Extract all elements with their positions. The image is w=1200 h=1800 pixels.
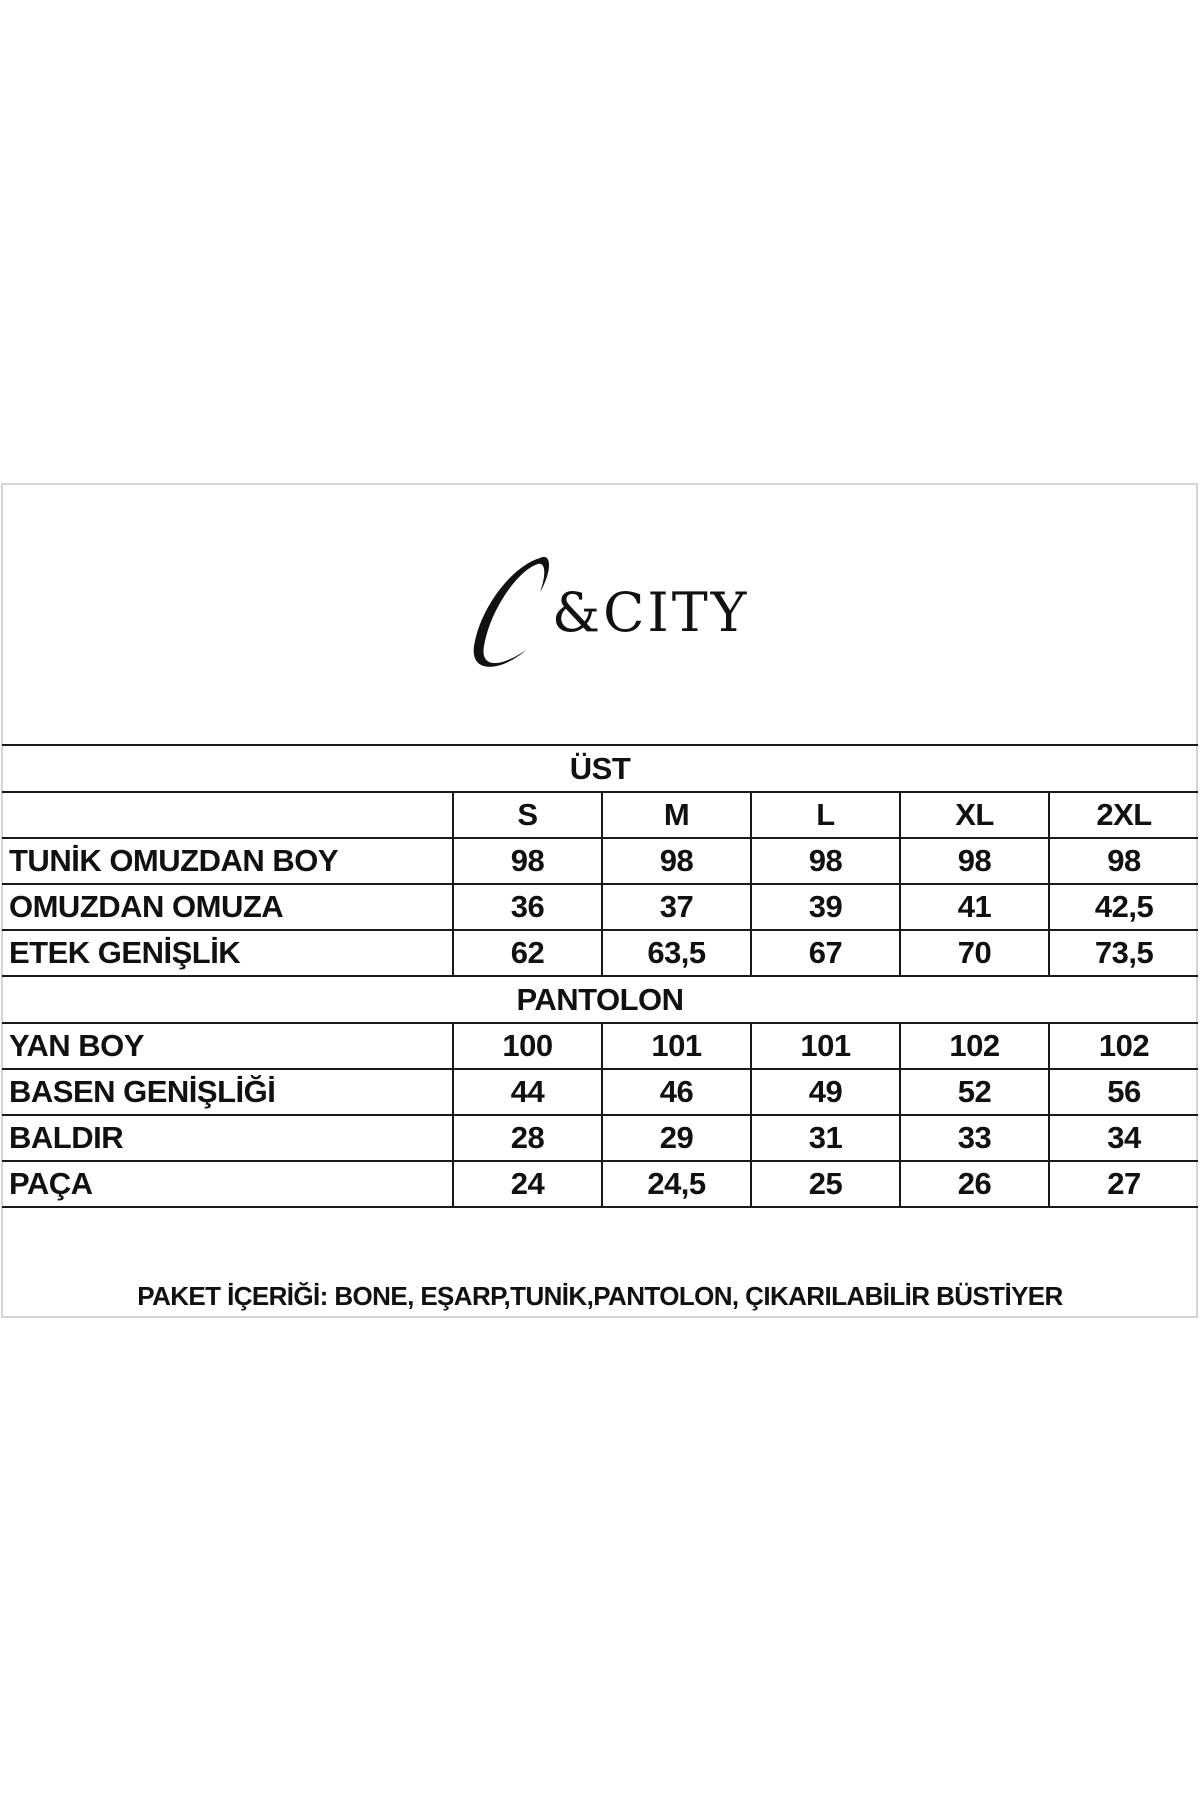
row-label: BALDIR xyxy=(2,1115,453,1161)
table-cell: 39 xyxy=(751,884,900,930)
table-cell: 26 xyxy=(900,1161,1049,1207)
table-cell: 44 xyxy=(453,1069,602,1115)
table-cell: 24,5 xyxy=(602,1161,751,1207)
table-cell: 31 xyxy=(751,1115,900,1161)
row-label: PAÇA xyxy=(2,1161,453,1207)
table-cell: 73,5 xyxy=(1049,930,1198,976)
table-row xyxy=(2,838,1198,884)
table-cell: 102 xyxy=(1049,1023,1198,1069)
table-cell: 52 xyxy=(900,1069,1049,1115)
table-cell: 29 xyxy=(602,1115,751,1161)
table-cell: 98 xyxy=(602,838,751,884)
table-cell: 24 xyxy=(453,1161,602,1207)
row-label: YAN BOY xyxy=(2,1023,453,1069)
table-row xyxy=(2,1161,1198,1207)
table-cell: 36 xyxy=(453,884,602,930)
table-cell: 98 xyxy=(1049,838,1198,884)
table-cell: 98 xyxy=(900,838,1049,884)
table-cell: 101 xyxy=(602,1023,751,1069)
size-header: S xyxy=(453,792,602,838)
logo-wordmark: &CITY xyxy=(552,581,750,644)
table-cell: 42,5 xyxy=(1049,884,1198,930)
size-header: XL xyxy=(900,792,1049,838)
row-label: TUNİK OMUZDAN BOY xyxy=(2,838,453,884)
section-title: ÜST xyxy=(2,745,1198,792)
row-label: ETEK GENİŞLİK xyxy=(2,930,453,976)
table-cell: 27 xyxy=(1049,1161,1198,1207)
table-cell: 102 xyxy=(900,1023,1049,1069)
table-cell: 49 xyxy=(751,1069,900,1115)
table-cell: 33 xyxy=(900,1115,1049,1161)
size-chart-table xyxy=(2,744,1198,1208)
table-cell: 28 xyxy=(453,1115,602,1161)
table-cell: 62 xyxy=(453,930,602,976)
section-title: PANTOLON xyxy=(2,976,1198,1023)
row-label: BASEN GENİŞLİĞİ xyxy=(2,1069,453,1115)
table-row xyxy=(2,884,1198,930)
section-header-ust xyxy=(2,745,1198,792)
table-cell: 67 xyxy=(751,930,900,976)
table-cell: 100 xyxy=(453,1023,602,1069)
table-cell: 70 xyxy=(900,930,1049,976)
table-cell: 41 xyxy=(900,884,1049,930)
table-cell: 34 xyxy=(1049,1115,1198,1161)
table-row xyxy=(2,1069,1198,1115)
table-cell: 63,5 xyxy=(602,930,751,976)
table-row xyxy=(2,1023,1198,1069)
size-header: 2XL xyxy=(1049,792,1198,838)
section-header-pantolon xyxy=(2,976,1198,1023)
table-cell: 98 xyxy=(453,838,602,884)
size-header: L xyxy=(751,792,900,838)
table-cell: 98 xyxy=(751,838,900,884)
table-cell: 101 xyxy=(751,1023,900,1069)
table-row xyxy=(2,930,1198,976)
brand-logo xyxy=(460,550,760,680)
table-cell: 46 xyxy=(602,1069,751,1115)
table-cell: 25 xyxy=(751,1161,900,1207)
table-row xyxy=(2,1115,1198,1161)
table-cell: 37 xyxy=(602,884,751,930)
corner-cell xyxy=(2,792,453,838)
size-header: M xyxy=(602,792,751,838)
package-contents-note: PAKET İÇERİĞİ: BONE, EŞARP,TUNİK,PANTOLON, ÇIKARILABİLİR BÜSTİYER xyxy=(137,1281,1063,1311)
row-label: OMUZDAN OMUZA xyxy=(2,884,453,930)
table-cell: 56 xyxy=(1049,1069,1198,1115)
size-header-row xyxy=(2,792,1198,838)
